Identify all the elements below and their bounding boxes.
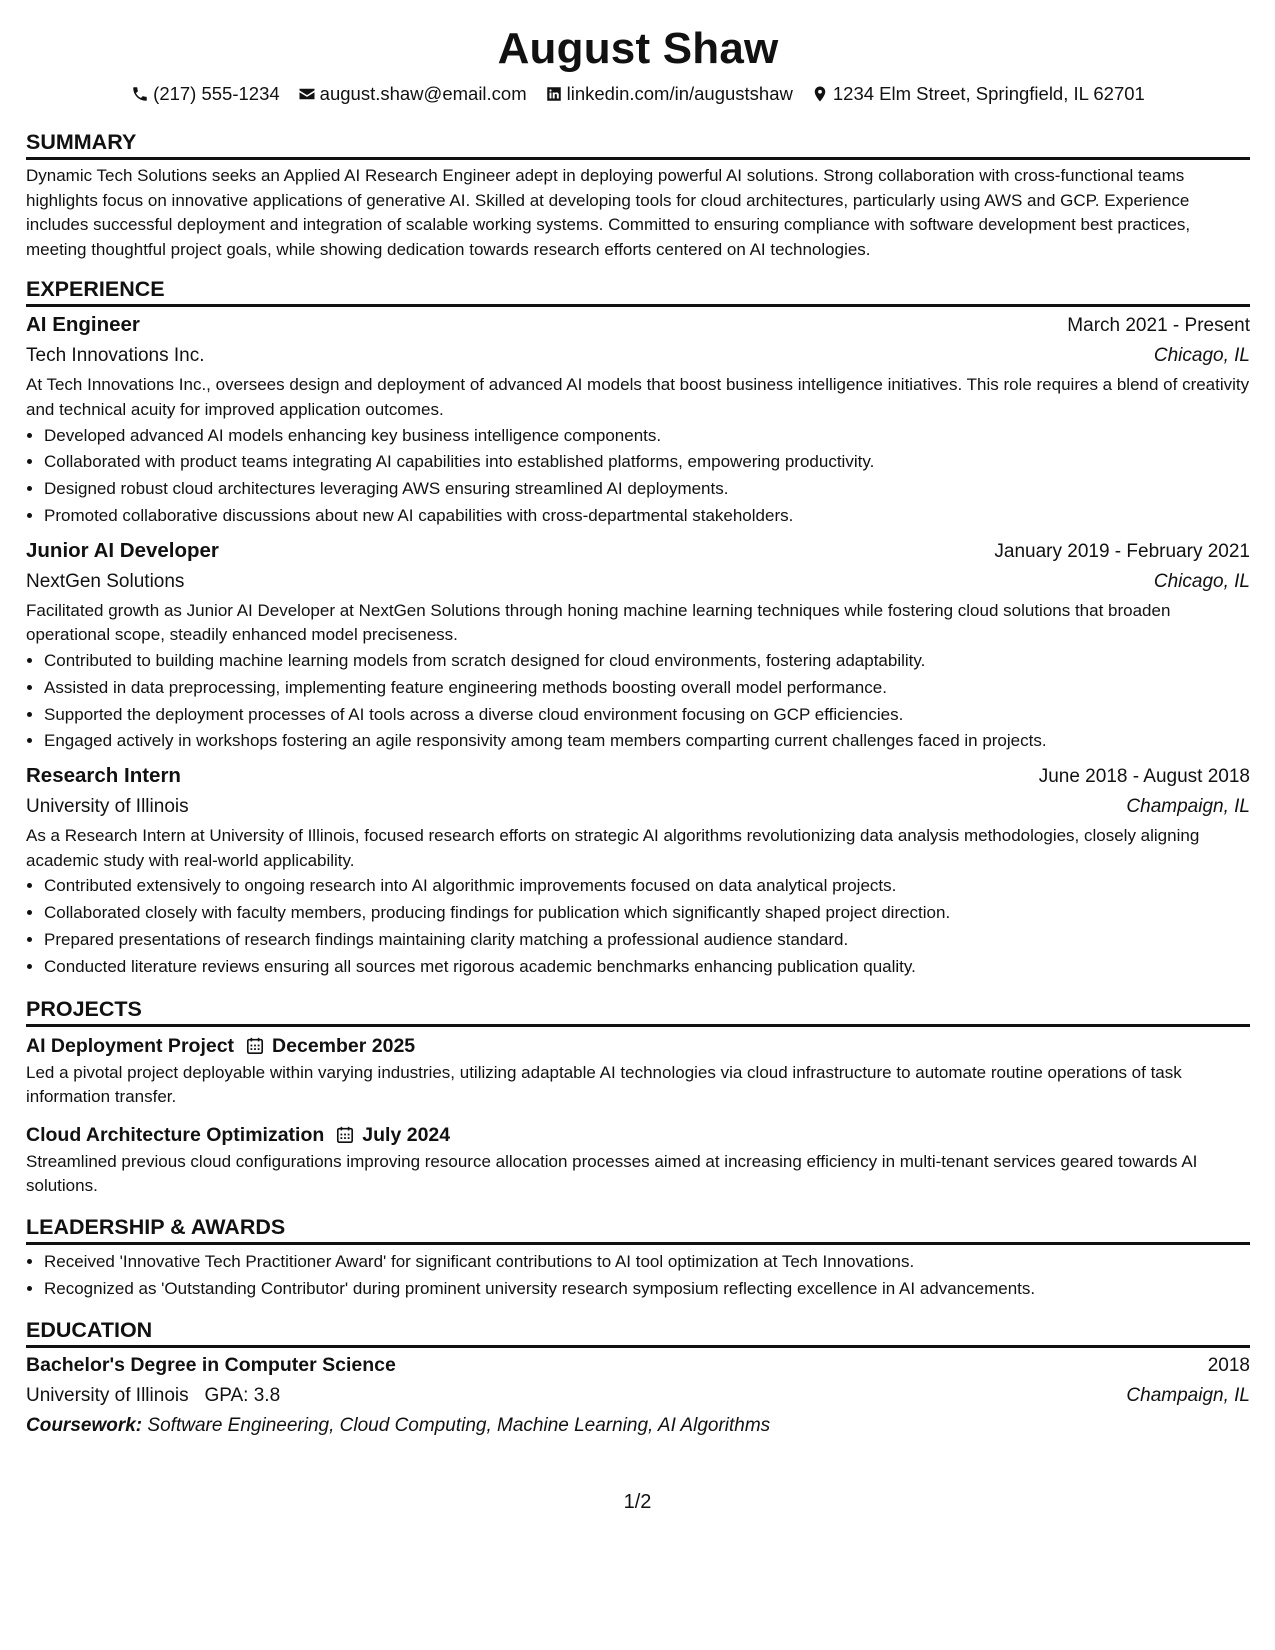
phone-text: (217) 555-1234	[153, 83, 280, 104]
summary-section	[26, 128, 1250, 262]
page-number: 1/2	[623, 1491, 652, 1513]
job-company: University of Illinois	[26, 796, 189, 818]
resume-page	[26, 0, 1250, 1441]
coursework-line	[26, 1411, 1250, 1441]
project-description: Led a pivotal project deployable within varying industries, utilizing adaptable AI technologies via cloud infrastructure to automate routine operations of task information transfer.	[26, 1062, 1182, 1107]
project-name: Cloud Architecture Optimization	[26, 1123, 325, 1146]
job-title: Junior AI Developer	[26, 538, 219, 562]
contact-bar	[26, 82, 1250, 106]
school-line	[26, 1381, 280, 1411]
email-text: august.shaw@email.com	[319, 83, 527, 104]
list-item: • Supported the deployment processes of AI tools across a diverse cloud environment focusing on GCP efficiencies.	[44, 702, 1250, 729]
candidate-name: August Shaw	[497, 24, 779, 73]
gpa: GPA: 3.8	[204, 1385, 281, 1407]
list-item: • Collaborated with product teams integrating AI capabilities into established platforms, empowering productivity.	[44, 449, 1250, 476]
project-date: July 2024	[362, 1123, 451, 1146]
summary-heading: SUMMARY	[26, 128, 1250, 160]
job-description: Facilitated growth as Junior AI Developer at NextGen Solutions through honing machine learning techniques while fostering cloud solutions that broaden operational scope, steadily enhanced model preciseness.	[26, 600, 1171, 645]
job-location: Chicago, IL	[1153, 570, 1250, 592]
job-bullets	[26, 648, 1250, 755]
list-item: • Engaged actively in workshops fostering an agile responsivity among team members comparting current challenges faced in projects.	[44, 728, 1250, 755]
list-item: • Prepared presentations of research findings maintaining clarity matching a professional audience standard.	[44, 927, 1250, 954]
experience-section	[26, 275, 1250, 980]
degree-title: Bachelor's Degree in Computer Science	[26, 1354, 396, 1377]
list-item: • Collaborated closely with faculty members, producing findings for publication which significantly shaped project direction.	[44, 900, 1250, 927]
project-date: December 2025	[272, 1034, 416, 1057]
education-section	[26, 1316, 1250, 1441]
job-entry	[26, 761, 1250, 980]
job-description: At Tech Innovations Inc., oversees design and deployment of advanced AI models that boost business intelligence initiatives. This role requires a blend of creativity and technical acuity for improved application outcomes.	[26, 375, 1250, 419]
job-location: Champaign, IL	[1126, 796, 1250, 818]
phone-icon	[131, 85, 149, 103]
job-entry	[26, 310, 1250, 529]
school-location: Champaign, IL	[1126, 1385, 1250, 1407]
calendar-icon	[336, 1125, 354, 1144]
job-dates: June 2018 - August 2018	[1038, 766, 1250, 788]
job-bullets	[26, 423, 1250, 530]
projects-heading: PROJECTS	[26, 995, 1250, 1027]
list-item: • Contributed extensively to ongoing research into AI algorithmic improvements focused on data analytical projects.	[44, 873, 1250, 900]
projects-section	[26, 995, 1250, 1199]
list-item: • Promoted collaborative discussions about new AI capabilities with cross-departmental stakeholders.	[44, 503, 1250, 530]
job-company: Tech Innovations Inc.	[26, 345, 205, 367]
project-entry	[26, 1120, 1250, 1199]
contact-linkedin[interactable]	[545, 82, 793, 106]
summary-text: Dynamic Tech Solutions seeks an Applied AI Research Engineer adept in deploying powerful AI solutions. Strong collaboration with cross-functional teams highlights focus on innovative applications of generative AI. Skilled at developing tools for cloud architectures, particularly using AWS and GCP. Experience includes successful deployment and integration of scalable working systems. Committed to ensuring compliance with software development best practices, meeting thoughtful project goals, while showing dedication towards research efforts centered on AI technologies.	[26, 166, 1191, 259]
project-entry	[26, 1031, 1250, 1110]
list-item: • Assisted in data preprocessing, implementing feature engineering methods boosting overall model performance.	[44, 675, 1250, 702]
awards-bullets	[26, 1249, 1250, 1303]
list-item: • Recognized as 'Outstanding Contributor' during prominent university research symposium reflecting excellence in AI advancements.	[44, 1276, 1250, 1303]
coursework-list: Software Engineering, Cloud Computing, Machine Learning, AI Algorithms	[147, 1415, 771, 1437]
school-name: University of Illinois	[26, 1385, 189, 1407]
job-company: NextGen Solutions	[26, 570, 185, 592]
job-entry	[26, 536, 1250, 755]
contact-phone[interactable]	[131, 82, 280, 106]
job-bullets	[26, 873, 1250, 980]
education-heading: EDUCATION	[26, 1316, 1250, 1348]
project-description: Streamlined previous cloud configurations improving resource allocation processes aimed at increasing efficiency in multi-tenant services geared towards AI solutions.	[26, 1151, 1198, 1196]
envelope-icon	[298, 85, 316, 103]
calendar-icon	[246, 1036, 264, 1055]
list-item: • Designed robust cloud architectures leveraging AWS ensuring streamlined AI deployments.	[44, 476, 1250, 503]
list-item: • Developed advanced AI models enhancing key business intelligence components.	[44, 423, 1250, 450]
job-description: As a Research Intern at University of Illinois, focused research efforts on strategic AI algorithms revolutionizing data analysis methodologies, closely aligning academic study with real-world applicability.	[26, 826, 1200, 870]
job-dates: January 2019 - February 2021	[994, 540, 1250, 562]
list-item: • Contributed to building machine learning models from scratch designed for cloud environments, fostering adaptability.	[44, 648, 1250, 675]
job-location: Chicago, IL	[1153, 345, 1250, 367]
job-title: AI Engineer	[26, 313, 140, 337]
linkedin-text: linkedin.com/in/augustshaw	[566, 83, 793, 104]
job-dates: March 2021 - Present	[1067, 315, 1250, 337]
address-text: 1234 Elm Street, Springfield, IL 62701	[832, 83, 1145, 104]
graduation-year: 2018	[1207, 1355, 1250, 1377]
awards-heading: LEADERSHIP & AWARDS	[26, 1213, 1250, 1245]
awards-section	[26, 1213, 1250, 1303]
list-item: • Received 'Innovative Tech Practitioner Award' for significant contributions to AI tool optimization at Tech Innovations.	[44, 1249, 1250, 1276]
map-pin-icon	[811, 85, 829, 103]
contact-email[interactable]	[298, 82, 527, 106]
contact-address	[811, 82, 1145, 106]
linkedin-icon	[545, 85, 563, 103]
experience-heading: EXPERIENCE	[26, 275, 1250, 307]
job-title: Research Intern	[26, 764, 181, 788]
list-item: • Conducted literature reviews ensuring all sources met rigorous academic benchmarks enhancing publication quality.	[44, 954, 1250, 981]
project-name: AI Deployment Project	[26, 1034, 235, 1057]
coursework-label: Coursework:	[26, 1415, 143, 1437]
